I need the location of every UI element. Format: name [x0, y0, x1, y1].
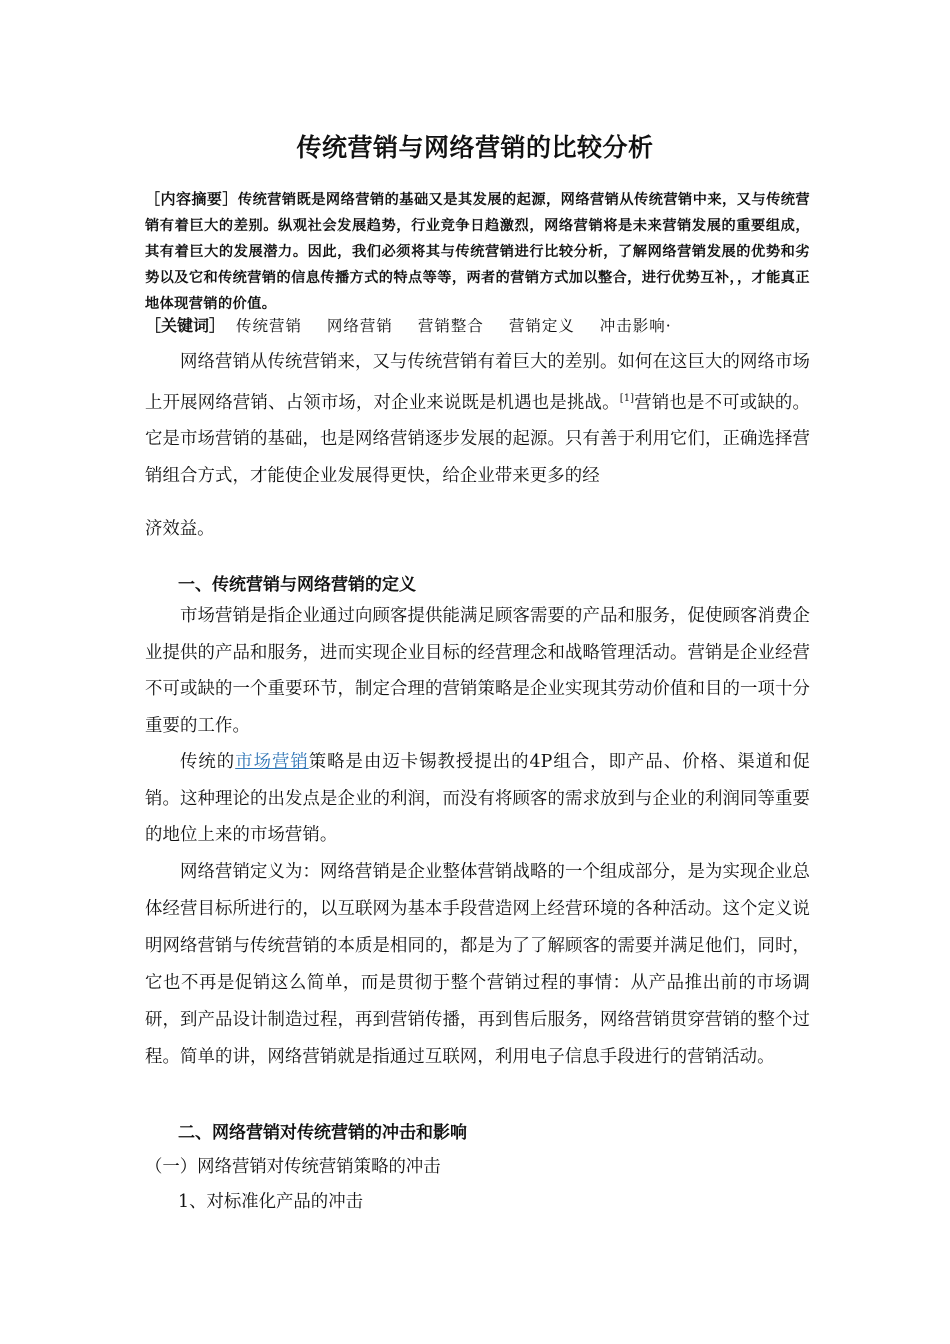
intro-text-1: 网络营销从传统营销来，又与传统营销有着巨大的差别。如何在这巨大的网络市场上开展网络营销、占领市场，对企业来说既是机遇也是挑战。: [145, 352, 810, 413]
keyword-item: 冲击影响·: [599, 317, 672, 335]
keyword-item: 营销整合: [417, 317, 484, 335]
para2-text-after: 策略是由迈卡锡教授提出的4P组合，即产品、价格、渠道和促销。这种理论的出发点是企业的利润，而没有将顾客的需求放到与企业的利润同等重要的地位上来的市场营销。: [145, 752, 810, 845]
document-title: 传统营销与网络营销的比较分析: [296, 133, 654, 162]
keyword-item: 营销定义: [508, 317, 575, 335]
intro-paragraph: [145, 344, 810, 494]
intro-paragraph-tail: 济效益。: [145, 519, 215, 539]
abstract-text: 传统营销既是网络营销的基础又是其发展的起源，网络营销从传统营销中来，又与传统营销有着巨大的差别。纵观社会发展趋势，行业竞争日趋激烈，网络营销将是未来营销发展的重要组成，其有着巨大的发展潜力。因此，我们必须将其与传统营销进行比较分析，了解网络营销发展的优势和劣势以及它和传统营销的信息传播方式的特点等等，两者的营销方式加以整合，进行优势互补，，才能真正地体现营销的价值。: [145, 192, 810, 312]
abstract-label: ［内容摘要］: [145, 190, 238, 208]
para2-text-before: 传统的: [180, 752, 236, 772]
keywords: [145, 313, 692, 336]
abstract: [145, 186, 810, 317]
section-heading-2: 二、网络营销对传统营销的冲击和影响: [178, 1123, 467, 1143]
intro-text-2: 营销也是不可或缺的。它是市场营销的基础，也是网络营销逐步发展的起源。只有善于利用它们，正确选择营销组合方式，才能使企业发展得更快，给企业带来更多的经: [145, 392, 810, 486]
definition-paragraph-2: [145, 744, 810, 854]
subsection-heading: （一）网络营销对传统营销策略的冲击: [145, 1157, 441, 1177]
subsection-item: 1、对标准化产品的冲击: [178, 1192, 363, 1212]
reference-marker[interactable]: [1]: [619, 392, 635, 404]
section-heading-1: 一、传统营销与网络营销的定义: [178, 575, 416, 595]
marketing-link[interactable]: 市场营销: [235, 752, 309, 772]
definition-paragraph-3: 网络营销定义为：网络营销是企业整体营销战略的一个组成部分，是为实现企业总体经营目标所进行的，以互联网为基本手段营造网上经营环境的各种活动。这个定义说明网络营销与传统营销的本质是相同的，都是为了了解顾客的需要并满足他们，同时，它也不再是促销这么简单，而是贯彻于整个营销过程的事情：从产品推出前的市场调研，到产品设计制造过程，再到营销传播，再到售后服务，网络营销贯穿营销的整个过程。简单的讲，网络营销就是指通过互联网，利用电子信息手段进行的营销活动。: [145, 862, 810, 1067]
definition-paragraph-1: 市场营销是指企业通过向顾客提供能满足顾客需要的产品和服务，促使顾客消费企业提供的产品和服务，进而实现企业目标的经营理念和战略管理活动。营销是企业经营不可或缺的一个重要环节，制定合理的营销策略是企业实现其劳动价值和目的一项十分重要的工作。: [145, 606, 810, 736]
keyword-item: 网络营销: [326, 317, 393, 335]
keyword-item: 传统营销: [235, 317, 302, 335]
keywords-label: ［关键词］: [145, 316, 226, 335]
